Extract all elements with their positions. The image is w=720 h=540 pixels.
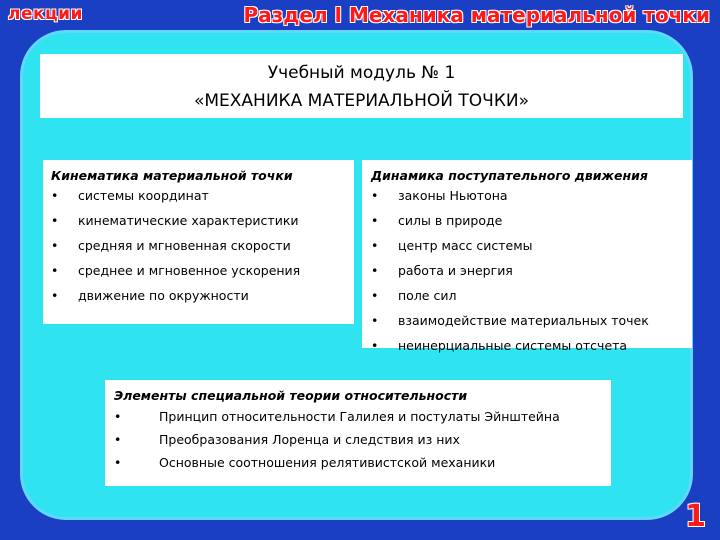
kinematics-heading: Кинематика материальной точки (51, 168, 293, 183)
bullet: • (114, 409, 122, 424)
list-item (371, 238, 692, 263)
dynamics-heading: Динамика поступательного движения (371, 168, 648, 183)
list-item-text: законы Ньютона (398, 188, 508, 203)
dynamics-list (371, 188, 692, 363)
module-title-box (40, 54, 683, 118)
list-item (51, 263, 354, 288)
bullet: • (371, 263, 379, 278)
bullet: • (114, 432, 122, 447)
relativity-heading: Элементы специальной теории относительности (114, 388, 468, 403)
list-item (371, 338, 692, 363)
list-item-text: взаимодействие материальных точек (398, 313, 649, 328)
list-item-text: Основные соотношения релятивистской механики (159, 455, 496, 470)
list-item-text: Принцип относительности Галилея и постулаты Эйнштейна (159, 409, 560, 424)
list-item-text: работа и энергия (398, 263, 513, 278)
bullet: • (371, 313, 379, 328)
list-item (51, 188, 354, 213)
bullet: • (371, 213, 379, 228)
list-item-text: средняя и мгновенная скорости (78, 238, 291, 253)
lectures-label: лекции (8, 4, 83, 24)
bullet: • (371, 188, 379, 203)
module-title-line1: Учебный модуль № 1 (267, 63, 456, 83)
dynamics-box (362, 160, 692, 353)
list-item (371, 313, 692, 338)
bullet: • (371, 338, 379, 353)
list-item (51, 288, 354, 313)
list-item (51, 213, 354, 238)
list-item-text: неинерциальные системы отсчета (398, 338, 628, 353)
list-item (371, 188, 692, 213)
list-item-text: кинематические характеристики (78, 213, 299, 228)
section-title: Раздел I Механика материальной точки (243, 3, 710, 27)
relativity-list (114, 409, 611, 478)
bullet: • (51, 238, 59, 253)
page-number: 1 (685, 499, 706, 534)
list-item-text: силы в природе (398, 213, 503, 228)
list-item (371, 213, 692, 238)
bullet: • (51, 263, 59, 278)
kinematics-list (51, 188, 354, 313)
relativity-box (105, 380, 611, 486)
list-item (114, 409, 611, 432)
bullet: • (371, 288, 379, 303)
bullet: • (51, 288, 59, 303)
list-item-text: центр масс системы (398, 238, 533, 253)
bullet: • (114, 455, 122, 470)
list-item-text: поле сил (398, 288, 457, 303)
list-item (371, 263, 692, 288)
list-item (114, 455, 611, 478)
bullet: • (371, 238, 379, 253)
bullet: • (51, 213, 59, 228)
bullet: • (51, 188, 59, 203)
list-item-text: движение по окружности (78, 288, 249, 303)
list-item (371, 288, 692, 313)
kinematics-box (43, 160, 354, 324)
module-title-line2: «МЕХАНИКА МАТЕРИАЛЬНОЙ ТОЧКИ» (193, 91, 530, 111)
list-item-text: среднее и мгновенное ускорения (78, 263, 301, 278)
list-item-text: Преобразования Лоренца и следствия из них (159, 432, 460, 447)
list-item (51, 238, 354, 263)
list-item (114, 432, 611, 455)
list-item-text: системы координат (78, 188, 209, 203)
